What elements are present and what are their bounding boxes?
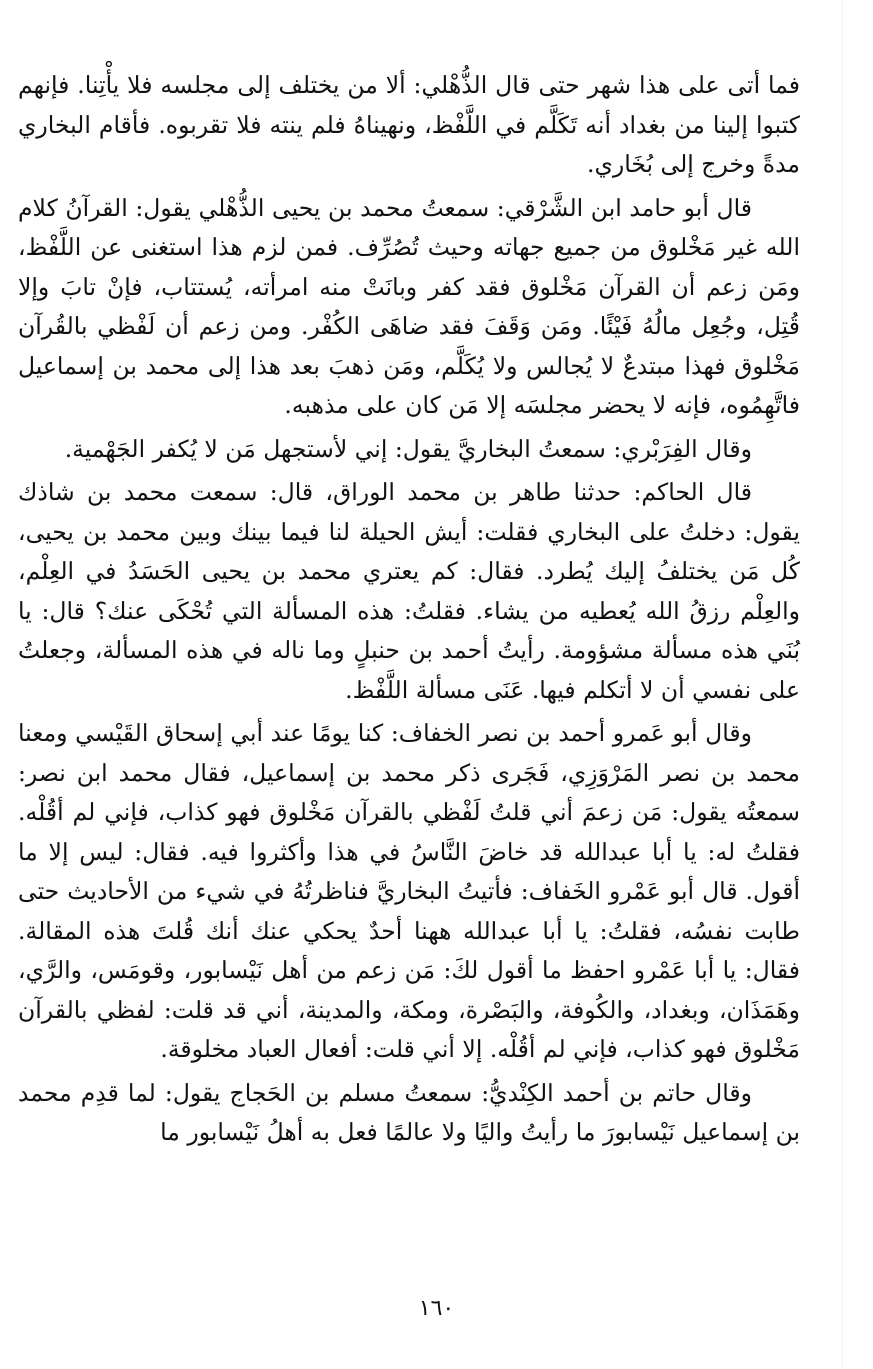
paragraph-6: وقال حاتم بن أحمد الكِنْديُّ: سمعتُ مسلم بن الحَجاج يقول: لما قدِم محمد بن إسماعيل نَيْسابورَ ما رأيتُ واليًا ولا عالمًا فعل به أهلُ نَيْسابور ما [18, 1078, 800, 1146]
paragraph-4: قال الحاكم: حدثنا طاهر بن محمد الوراق، قال: سمعت محمد بن شاذك يقول: دخلتُ على البخاري فقلت: أيش الحيلة لنا فيما بينك وبين محمد بن يحيى، كُل مَن يختلفُ إليك يُطرد. فقال: كم يعتري محمد بن يحيى الحَسَدُ في العِلْم، والعِلْم رزقُ الله يُعطيه من يشاء. فقلتُ: هذه المسألة التي تُحْكَى عنك؟ قال: يا بُنَي هذه مسألة مشؤومة. رأيتُ أحمد بن حنبلٍ وما ناله في هذه المسألة، وجعلتُ على نفسي أن لا أتكلم فيها. عَنَى مسألة اللَّفْظ. [18, 478, 800, 704]
paragraph-1: فما أتى على هذا شهر حتى قال الذُّهْلي: ألا من يختلف إلى مجلسه فلا يأْتِنا. فإنهم كتبوا إلينا من بغداد أنه تَكَلَّم في اللَّفْظ، ونهيناهُ فلم ينته فلا تقربوه. فأقام البخاري مدةً وخرج إلى بُخَاري. [18, 71, 800, 178]
page-number: ١٦٠ [418, 1296, 455, 1321]
body-text [18, 66, 800, 1157]
page-edge-line [842, 0, 843, 1369]
paragraph-2: قال أبو حامد ابن الشَّرْقي: سمعتُ محمد بن يحيى الذُّهْلي يقول: القرآنُ كلام الله غير مَخْلوق من جميع جهاته وحيث تُصُرِّف. فمن لزم هذا استغنى عن اللَّفْظ، ومَن زعم أن القرآن مَخْلوق فقد كفر وبانَتْ منه امرأته، يُستتاب، فإنْ تابَ وإلا قُتِل، وجُعِل مالُهُ فَيْئًا. ومَن وَقَفَ فقد ضاهَى الكُفْر. ومن زعم أن لَفْظي بالقُرآن مَخْلوق فهذا مبتدعٌ لا يُجالس ولا يُكَلَّم، ومَن ذهبَ بعد هذا إلى محمد بن إسماعيل فاتَّهِمُوه، فإنه لا يحضر مجلسَه إلا مَن كان على مذهبه. [18, 193, 800, 419]
paragraph-3: وقال الفِرَبْري: سمعتُ البخاريَّ يقول: إني لأستجهل مَن لا يُكفر الجَهْمية. [64, 434, 752, 463]
paragraph-5: وقال أبو عَمرو أحمد بن نصر الخفاف: كنا يومًا عند أبي إسحاق القَيْسي ومعنا محمد بن نصر المَرْوَزِي، فَجَرى ذكر محمد بن إسماعيل، فقال محمد ابن نصر: سمعتُه يقول: مَن زعمَ أني قلتُ لَفْظي بالقرآن مَخْلوق فهو كذاب، فإني لم أقُلْه. فقلتُ له: يا أبا عبدالله قد خاضَ النَّاسُ في هذا وأكثروا فيه. فقال: ليس إلا ما أقول. قال أبو عَمْرو الخَفاف: فأتيتُ البخاريَّ فناظرتُهُ في شيء من الأحاديث حتى طابت نفسُه، فقلتُ: يا أبا عبدالله ههنا أحدٌ يحكي عنك أنك قُلتَ هذه المقالة. فقال: يا أبا عَمْرو احفظ ما أقول لكَ: مَن زعم من أهل نَيْسابور، وقومَس، والرَّي، وهَمَذَان، وبغداد، والكُوفة، والبَصْرة، ومكة، والمدينة، أني قد قلت: لفظي بالقرآن مَخْلوق فهو كذاب، فإني لم أقُلْه. إلا أني قلت: أفعال العباد مخلوقة. [18, 719, 800, 1063]
